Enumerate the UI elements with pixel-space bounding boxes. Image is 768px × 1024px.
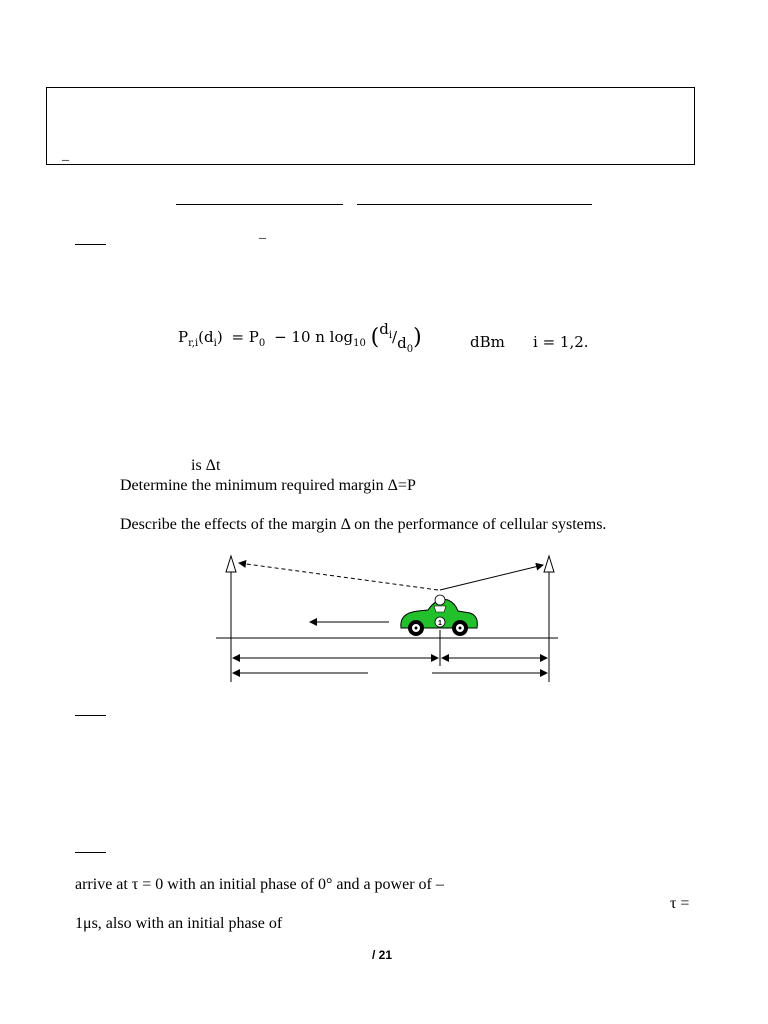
text-is-delta-t: is Δt: [191, 457, 221, 474]
eq-unit: dBm: [470, 333, 505, 351]
eq-close: ): [216, 328, 223, 346]
eq-minus-term: − 10 n log: [274, 328, 354, 346]
question-marker-2: [75, 715, 106, 716]
eq-arg-sub: i: [213, 338, 217, 349]
eq-log-sub: 10: [353, 338, 366, 349]
eq-equals-p0: = P: [231, 328, 259, 346]
text-determine-margin: Determine the minimum required margin Δ=P: [120, 477, 416, 494]
eq-arg: (d: [198, 328, 214, 346]
eq-index: i = 1,2.: [533, 333, 589, 351]
eq-frac-den-sub: 0: [406, 344, 414, 355]
strong-signal-line: [440, 565, 543, 590]
eq-p-sub: r,i: [188, 338, 199, 349]
weak-signal-line: [239, 563, 438, 590]
section1-dash: _: [259, 226, 266, 241]
header-dash: _: [62, 148, 69, 163]
eq-fraction-close: ): [413, 325, 422, 350]
car-icon: [401, 595, 478, 636]
page-number: / 21: [372, 948, 393, 962]
right-antenna-icon: [544, 556, 554, 682]
eq-frac-den-d: d: [397, 334, 407, 352]
eq-fraction: (: [370, 325, 380, 350]
question-marker-3: [75, 852, 106, 853]
text-describe-effects: Describe the effects of the margin Δ on the performance of cellular systems.: [120, 516, 607, 533]
eq-p0-sub: 0: [258, 338, 266, 349]
car-number: 1: [438, 620, 442, 627]
text-one-mu-s: 1μs, also with an initial phase of: [75, 915, 283, 932]
text-arrive: arrive at τ = 0 with an initial phase of 0° and a power of –: [75, 876, 444, 893]
eq-p: P: [178, 328, 189, 346]
text-tau-equals: τ =: [670, 895, 690, 912]
eq-frac-num-sub: i: [388, 330, 393, 341]
left-antenna-icon: [226, 556, 236, 682]
eq-frac-slash: /: [392, 328, 398, 346]
eq-frac-num-d: d: [379, 320, 389, 338]
